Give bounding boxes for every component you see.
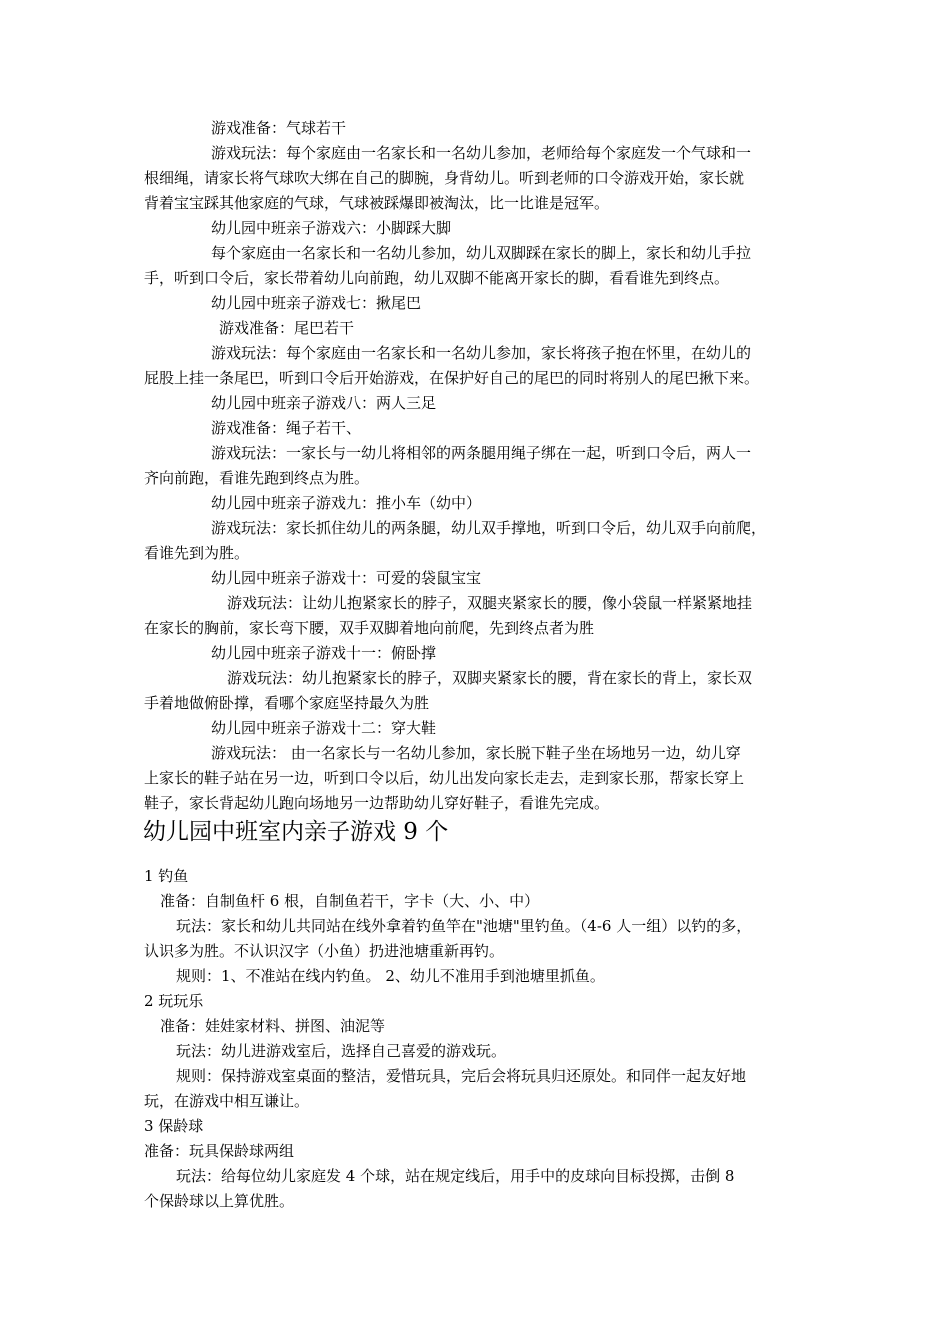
game-title: 2 玩玩乐 (144, 992, 204, 1010)
text-line: 游戏玩法：一家长与一幼儿将相邻的两条腿用绳子绑在一起，听到口令后，两人一 (211, 444, 752, 462)
game-title: 1 钓鱼 (144, 867, 189, 885)
text-line: 背着宝宝踩其他家庭的气球，气球被踩爆即被淘汰，比一比谁是冠军。 (144, 194, 610, 212)
text-line: 看谁先到为胜。 (144, 544, 250, 562)
document-heading: 幼儿园中班室内亲子游戏 9 个 (143, 819, 449, 845)
text-line: 齐向前跑，看谁先跑到终点为胜。 (144, 469, 370, 487)
text-line: 玩法：家长和幼儿共同站在线外拿着钓鱼竿在"池塘"里钓鱼。（4-6 人一组）以钓的多， (176, 917, 752, 935)
text-line: 手，听到口令后，家长带着幼儿向前跑，幼儿双脚不能离开家长的脚，看看谁先到终点。 (144, 269, 730, 287)
section-title: 幼儿园中班亲子游戏九：推小车（幼中） (211, 494, 482, 512)
section-title: 幼儿园中班亲子游戏十二：穿大鞋 (211, 719, 437, 737)
text-line: 手着地做俯卧撑，看哪个家庭坚持最久为胜 (144, 694, 430, 712)
text-line: 认识多为胜。不认识汉字（小鱼）扔进池塘重新再钓。 (144, 942, 505, 960)
text-line: 准备：自制鱼杆 6 根，自制鱼若干，字卡（大、小、中） (160, 892, 540, 910)
text-line: 规则：保持游戏室桌面的整洁，爱惜玩具，完后会将玩具归还原处。和同伴一起友好地 (176, 1067, 747, 1085)
section-title: 幼儿园中班亲子游戏六：小脚踩大脚 (211, 219, 452, 237)
text-line: 屁股上挂一条尾巴，听到口令后开始游戏，在保护好自己的尾巴的同时将别人的尾巴揪下来。 (144, 369, 760, 387)
section-title: 幼儿园中班亲子游戏十：可爱的袋鼠宝宝 (211, 569, 482, 587)
text-line: 游戏准备：尾巴若干 (219, 319, 355, 337)
text-line: 鞋子，家长背起幼儿跑向场地另一边帮助幼儿穿好鞋子，看谁先完成。 (144, 794, 610, 812)
text-line: 规则：1、不准站在线内钓鱼。 2、幼儿不准用手到池塘里抓鱼。 (176, 967, 605, 985)
text-line: 游戏玩法：家长抓住幼儿的两条腿，幼儿双手撑地，听到口令后，幼儿双手向前爬， (211, 519, 767, 537)
text-line: 个保龄球以上算优胜。 (144, 1192, 295, 1210)
text-line: 准备：玩具保龄球两组 (144, 1142, 295, 1160)
text-line: 在家长的胸前，家长弯下腰，双手双脚着地向前爬，先到终点者为胜 (144, 619, 595, 637)
text-line: 游戏准备：绳子若干、 (211, 419, 362, 437)
text-line: 玩，在游戏中相互谦让。 (144, 1092, 310, 1110)
text-line: 上家长的鞋子站在另一边，听到口令以后，幼儿出发向家长走去，走到家长那，帮家长穿上 (144, 769, 745, 787)
text-line: 游戏玩法：每个家庭由一名家长和一名幼儿参加，家长将孩子抱在怀里，在幼儿的 (211, 344, 752, 362)
text-line: 游戏玩法： 由一名家长与一名幼儿参加，家长脱下鞋子坐在场地另一边，幼儿穿 (211, 744, 741, 762)
text-line: 根细绳，请家长将气球吹大绑在自己的脚腕，身背幼儿。听到老师的口令游戏开始，家长就 (144, 169, 745, 187)
text-line: 玩法：幼儿进游戏室后，选择自己喜爱的游戏玩。 (176, 1042, 507, 1060)
text-line: 游戏准备：气球若干 (211, 119, 347, 137)
game-title: 3 保龄球 (144, 1117, 204, 1135)
text-line: 玩法：给每位幼儿家庭发 4 个球，站在规定线后，用手中的皮球向目标投掷，击倒 8 (176, 1167, 735, 1185)
section-title: 幼儿园中班亲子游戏七：揪尾巴 (211, 294, 422, 312)
text-line: 游戏玩法：让幼儿抱紧家长的脖子，双腿夹紧家长的腰，像小袋鼠一样紧紧地挂 (227, 594, 753, 612)
text-line: 游戏玩法：幼儿抱紧家长的脖子，双脚夹紧家长的腰，背在家长的背上，家长双 (227, 669, 753, 687)
section-title: 幼儿园中班亲子游戏八：两人三足 (211, 394, 437, 412)
text-line: 每个家庭由一名家长和一名幼儿参加，幼儿双脚踩在家长的脚上，家长和幼儿手拉 (211, 244, 752, 262)
text-line: 准备：娃娃家材料、拼图、油泥等 (160, 1017, 386, 1035)
text-line: 游戏玩法：每个家庭由一名家长和一名幼儿参加，老师给每个家庭发一个气球和一 (211, 144, 752, 162)
section-title: 幼儿园中班亲子游戏十一：俯卧撑 (211, 644, 437, 662)
